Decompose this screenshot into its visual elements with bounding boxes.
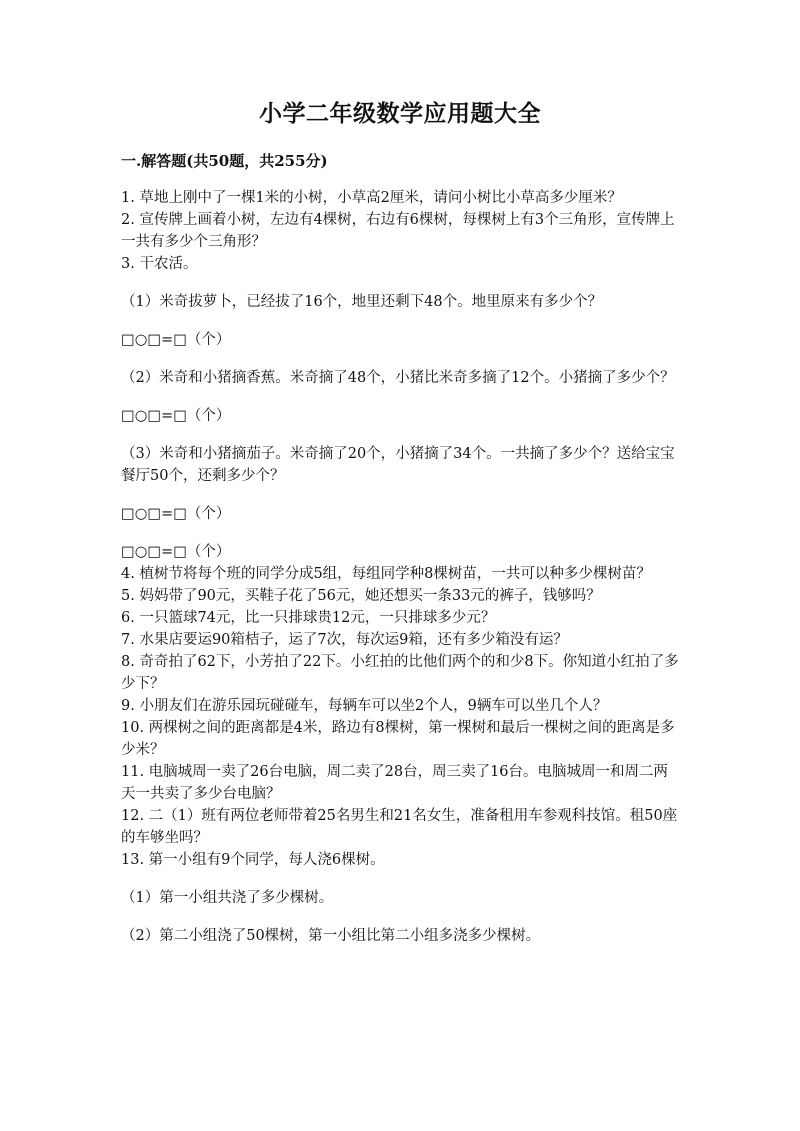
question-13-part-1: （1）第一小组共浇了多少棵树。 [121, 890, 334, 906]
answer-blank: □○□=□（个） [121, 544, 231, 560]
question-6: 6. 一只篮球74元，比一只排球贵12元，一只排球多少元？ [121, 610, 496, 626]
question-10: 10. 两棵树之间的距离都是4米，路边有8棵树，第一棵树和最后一棵树之间的距离是多少米？ [121, 720, 675, 758]
question-1: 1. 草地上刚中了一棵1米的小树，小草高2厘米，请问小树比小草高多少厘米？ [121, 190, 622, 206]
question-7: 7. 水果店要运90箱桔子，运了7次，每次运9箱，还有多少箱没有运？ [121, 632, 568, 648]
question-5: 5. 妈妈带了90元，买鞋子花了56元，她还想买一条33元的裤子，钱够吗？ [121, 588, 601, 604]
question-2: 2. 宣传牌上画着小树，左边有4棵树，右边有6棵树，每棵树上有3个三角形，宣传牌上一共有多少个三角形？ [121, 212, 675, 250]
section-heading: 一.解答题(共50题，共255分) [121, 152, 328, 170]
question-list [121, 187, 681, 947]
answer-blank: □○□=□（个） [121, 506, 231, 522]
answer-blank: □○□=□（个） [121, 332, 231, 348]
answer-blank: □○□=□（个） [121, 408, 231, 424]
page-title: 小学二年级数学应用题大全 [259, 100, 541, 127]
question-13-part-2: （2）第二小组浇了50棵树，第一小组比第二小组多浇多少棵树。 [121, 928, 541, 944]
question-12: 12. 二（1）班有两位老师带着25名男生和21名女生，准备租用车参观科技馆。租50座的车够坐吗？ [121, 808, 678, 846]
question-4: 4. 植树节将每个班的同学分成5组，每组同学种8棵树苗，一共可以种多少棵树苗？ [121, 566, 651, 582]
question-13: 13. 第一小组有9个同学，每人浇6棵树。 [121, 852, 385, 868]
question-3-part-2: （2）米奇和小猪摘香蕉。米奇摘了48个，小猪比米奇多摘了12个。小猪摘了多少个？ [121, 370, 675, 386]
question-9: 9. 小朋友们在游乐园玩碰碰车，每辆车可以坐2个人，9辆车可以坐几个人？ [121, 698, 608, 714]
question-3-part-3: （3）米奇和小猪摘茄子。米奇摘了20个，小猪摘了34个。一共摘了多少个？送给宝宝餐厅50个，还剩多少个？ [121, 446, 675, 484]
question-3-part-1: （1）米奇拔萝卜，已经拔了16个，地里还剩下48个。地里原来有多少个？ [121, 294, 603, 310]
question-11: 11. 电脑城周一卖了26台电脑，周二卖了28台，周三卖了16台。电脑城周一和周二两天一共卖了多少台电脑？ [121, 764, 669, 802]
question-8: 8. 奇奇拍了62下，小芳拍了22下。小红拍的比他们两个的和少8下。你知道小红拍了多少下？ [121, 654, 679, 692]
question-3: 3. 干农活。 [121, 256, 198, 272]
